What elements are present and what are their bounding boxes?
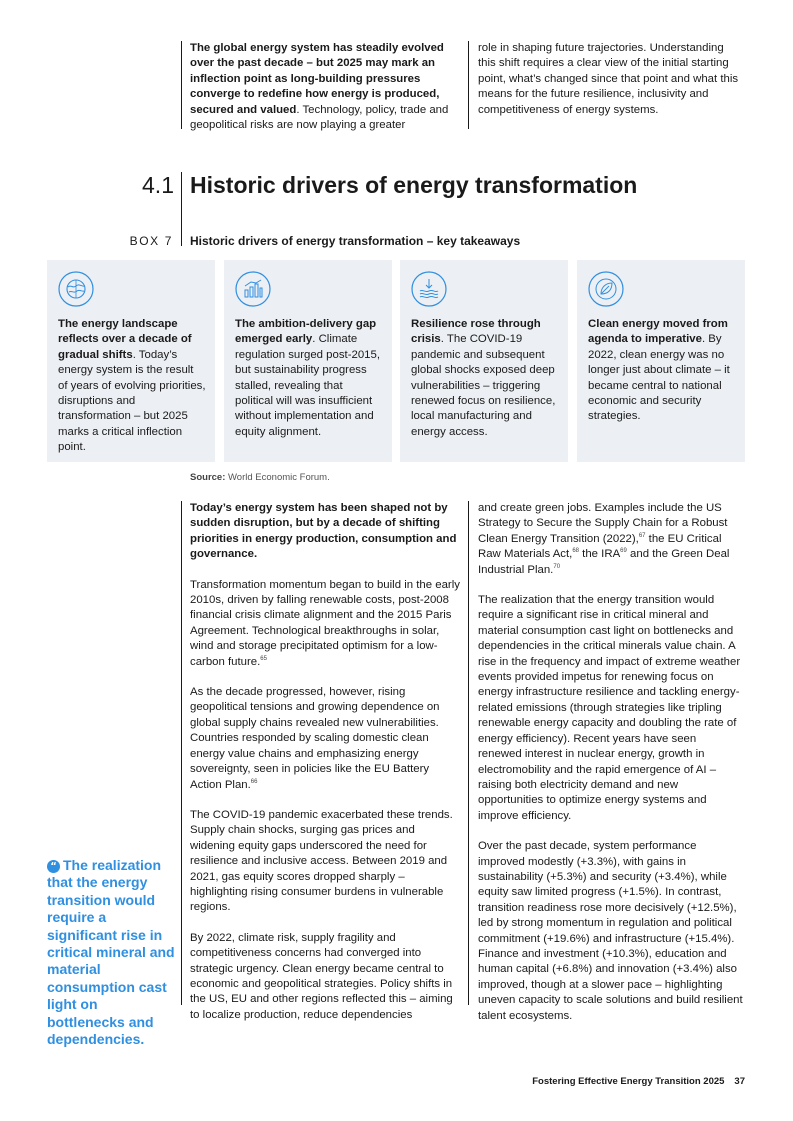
footnote-ref: 67 xyxy=(638,533,646,540)
footnote-ref: 68 xyxy=(572,548,580,555)
leaf-icon xyxy=(588,271,624,307)
footer-title: Fostering Effective Energy Transition 2025 xyxy=(532,1076,725,1087)
paragraph xyxy=(478,501,743,578)
intro-divider-left xyxy=(181,41,182,129)
box-title: Historic drivers of energy transformation – key takeaways xyxy=(190,234,521,248)
takeaway-text xyxy=(411,317,559,440)
takeaway-card-1 xyxy=(47,260,215,462)
page-footer xyxy=(532,1076,745,1087)
source-text: World Economic Forum. xyxy=(225,472,330,483)
takeaway-text xyxy=(235,317,383,440)
paragraph-text: and create green jobs. Examples include the US Strategy to Secure the Supply Chain for a Robust Clean Energy Transition (2022), xyxy=(478,502,728,545)
intro-right-paragraph: role in shaping future trajectories. Understanding this shift requires a clear view of the initial starting point, what’s changed since that point and what this means for the future resilience, inclusivity and competitiveness of energy systems. xyxy=(478,42,739,116)
pull-quote xyxy=(47,857,175,1048)
paragraph: The realization that the energy transition would require a significant rise in critical mineral and material consumption cast light on bottlenecks and dependencies in the critical minerals value chain. A rise in the frequency and impact of extreme weather events provided impetus for renewing focus on energy infrastructure resilience and tackling energy-related emissions (through strategies like tripling renewable energy capacity and doubling the rate of energy efficiency). Recent years have seen renewed interest in nuclear energy, growth in electromobility and the rapid emergence of AI – raising both electricity demand and new opportunities to optimize energy systems and improve efficiency. xyxy=(478,594,741,822)
paragraph: Over the past decade, system performance improved modestly (+3.3%), with gains in sustainability (+5.3%) and security (+3.4%), while equity saw limited progress (+1.5%). In contrast, transition readiness rose more decisively (+12.5%), led by strong momentum in regulation and political commitment (+19.6%) and infrastructure (+15.4%). Finance and investment (+10.3%), education and human capital (+6.8%) and innovation (+3.4%) also improved, though at a slower pace – highlighting uneven capacity to scale solutions and build resilient talent ecosystems. xyxy=(478,840,743,1022)
box-label: BOX 7 xyxy=(129,234,173,248)
right-column xyxy=(478,501,743,1039)
left-column xyxy=(190,501,460,1038)
right-column-divider xyxy=(468,501,469,1005)
footnote-ref: 69 xyxy=(620,548,627,555)
takeaway-body: . The COVID-19 pandemic and subsequent global shocks exposed deep vulnerabilities – triggering renewed focus on resilience, local manufacturing and energy access. xyxy=(411,333,556,438)
paragraph-text: Transformation momentum began to build in the early 2010s, driven by falling renewable costs, post-2008 financial crisis climate alignment and the 2015 Paris Agreement. Technological breakthroughs in solar, wind and storage precipitated optimism for a low-carbon future. xyxy=(190,578,460,668)
takeaway-body: . By 2022, clean energy was no longer just about climate – it became central to national economic and security strategies. xyxy=(588,333,730,423)
paragraph xyxy=(190,685,460,793)
section-divider xyxy=(181,172,182,246)
intro-lead: The global energy system has steadily evolved over the past decade – but 2025 may mark an inflection point as long-building pressures converge to redefine how energy is produced, secured and valued xyxy=(190,42,444,116)
footnote-ref: 65 xyxy=(260,655,267,662)
paragraph: By 2022, climate risk, supply fragility and competitiveness concerns had converged into strategic urgency. Clean energy became central to economic and geopolitical strategies. Policy shifts in the US, EU and other regions reflected this – aiming to localize production, reduce dependencies xyxy=(190,931,453,1021)
bar-chart-icon xyxy=(235,271,271,307)
paragraph-text: the EU Critical Raw Materials Act, xyxy=(478,532,722,561)
landscape-globe-icon xyxy=(58,271,94,307)
paragraph-text: and the Green Deal Industrial Plan. xyxy=(478,548,730,576)
section-title: Historic drivers of energy transformation xyxy=(190,172,638,198)
takeaway-text xyxy=(58,317,206,456)
paragraph: The COVID-19 pandemic exacerbated these trends. Supply chain shocks, surging gas prices and widening equity gaps underscored the need for resilience and inclusive access. Between 2019 and 2021, gas equity scores dropped sharply – highlighting rising consumer burdens in vulnerable regions. xyxy=(190,808,453,914)
takeaway-card-2 xyxy=(224,260,392,462)
page-number: 37 xyxy=(734,1076,745,1087)
intro-left-paragraph xyxy=(190,41,452,133)
quote-icon: “ xyxy=(47,860,60,873)
footnote-ref: 66 xyxy=(250,778,258,785)
takeaway-card-3 xyxy=(400,260,568,462)
source-note xyxy=(190,472,330,483)
lead-paragraph: Today’s energy system has been shaped not by sudden disruption, but by a decade of shifting priorities in energy production, consumption and governance. xyxy=(190,502,457,561)
takeaway-text xyxy=(588,317,736,425)
takeaway-body: . Today’s energy system is the result of years of evolving priorities, disruptions and transformation – but 2025 marks a critical inflection point. xyxy=(58,348,206,454)
takeaway-card-4 xyxy=(577,260,745,462)
takeaway-heading: Resilience rose through crisis xyxy=(411,318,541,346)
pull-quote-text: The realization that the energy transition would require a significant rise in critical mineral and material consumption cast light on bottlenecks and dependencies. xyxy=(47,857,175,1048)
takeaway-heading: Clean energy moved from agenda to imperative xyxy=(588,318,728,346)
paragraph-text: As the decade progressed, however, rising geopolitical tensions and growing dependence on global supply chains revealed new vulnerabilities. Countries responded by scaling domestic clean energy value chains and emphasizing energy sovereignty, seen in policies like the EU Battery Action Plan. xyxy=(190,686,440,791)
paragraph xyxy=(190,578,460,670)
left-column-divider xyxy=(181,501,182,1005)
paragraph-text: the IRA xyxy=(579,548,621,561)
section-number: 4.1 xyxy=(142,172,174,198)
takeaway-heading: The energy landscape reflects over a decade of gradual shifts xyxy=(58,318,192,361)
intro-divider-right xyxy=(468,41,469,129)
takeaway-heading: The ambition-delivery gap emerged early xyxy=(235,318,377,346)
source-label: Source: xyxy=(190,472,226,483)
takeaway-body: . Climate regulation surged post-2015, but sustainability progress stalled, revealing that political will was insufficient without implementation and equity alignment. xyxy=(235,333,381,438)
resilience-layers-icon xyxy=(411,271,447,307)
intro-left-rest: . Technology, policy, trade and geopolitical risks are now playing a greater xyxy=(190,103,449,132)
footnote-ref: 70 xyxy=(553,563,561,570)
